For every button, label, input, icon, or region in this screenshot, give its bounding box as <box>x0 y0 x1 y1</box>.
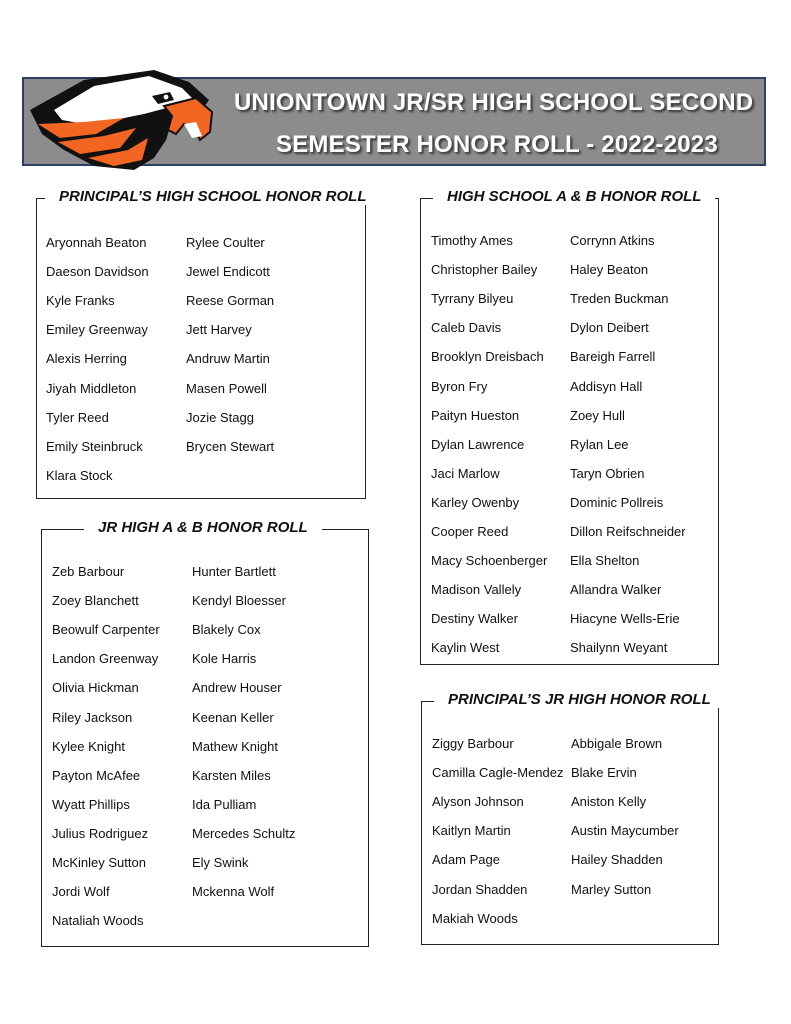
honor-roll-name: Destiny Walker <box>431 611 518 627</box>
honor-roll-name: McKinley Sutton <box>52 855 146 870</box>
high-school-ab-honor-roll-box <box>420 188 719 665</box>
banner-title-line1: UNIONTOWN JR/SR HIGH SCHOOL SECOND <box>234 89 754 116</box>
honor-roll-name: Karsten Miles <box>192 767 271 783</box>
honor-roll-name: Aryonnah Beaton <box>46 235 147 250</box>
honor-roll-name: Brooklyn Dreisbach <box>431 349 544 365</box>
honor-roll-name: Daeson Davidson <box>46 264 149 280</box>
honor-roll-name: Christopher Bailey <box>431 262 538 278</box>
honor-roll-name: Dylon Deibert <box>570 320 649 336</box>
honor-roll-name: Kyle Franks <box>46 293 115 309</box>
honor-roll-name: Paityn Hueston <box>431 407 520 423</box>
honor-roll-name: Blake Ervin <box>571 765 637 781</box>
honor-roll-name: Timothy Ames <box>431 233 513 248</box>
honor-roll-name: Marley Sutton <box>571 881 652 897</box>
honor-roll-name: Alexis Herring <box>46 351 127 367</box>
honor-roll-name: Payton McAfee <box>52 767 141 783</box>
honor-roll-name: Beowulf Carpenter <box>52 622 160 638</box>
honor-roll-name: Hunter Bartlett <box>192 564 276 579</box>
honor-roll-name: Emiley Greenway <box>46 322 148 338</box>
honor-roll-name: Ziggy Barbour <box>432 736 514 751</box>
honor-roll-name: Andruw Martin <box>186 351 270 367</box>
honor-roll-name: Kylee Knight <box>52 738 125 754</box>
honor-roll-name: Mathew Knight <box>192 738 278 754</box>
honor-roll-name: Tyrrany Bilyeu <box>431 291 514 307</box>
honor-roll-name: Jett Harvey <box>186 322 252 338</box>
eagle-head-logo-icon <box>24 62 214 174</box>
section-title: JR HIGH A & B HONOR ROLL <box>84 519 322 536</box>
honor-roll-name: Kole Harris <box>192 651 257 667</box>
honor-roll-name: Jewel Endicott <box>186 264 270 280</box>
honor-roll-name: Wyatt Phillips <box>52 796 130 812</box>
honor-roll-name: Karley Owenby <box>431 494 520 510</box>
honor-roll-name: Landon Greenway <box>52 651 159 667</box>
section-title: HIGH SCHOOL A & B HONOR ROLL <box>433 188 715 205</box>
honor-roll-name: Camilla Cagle-Mendez <box>432 765 564 781</box>
honor-roll-name: Bareigh Farrell <box>570 349 656 365</box>
section-title: PRINCIPAL’S JR HIGH HONOR ROLL <box>434 691 725 708</box>
honor-roll-name: Adam Page <box>432 852 500 868</box>
jr-high-ab-honor-roll-box <box>41 519 369 947</box>
honor-roll-name: Riley Jackson <box>52 709 133 725</box>
honor-roll-name: Masen Powell <box>186 380 267 396</box>
honor-roll-name: Rylee Coulter <box>186 235 265 250</box>
honor-roll-name: Jaci Marlow <box>431 465 500 481</box>
honor-roll-name: Allandra Walker <box>570 582 662 598</box>
honor-roll-name: Byron Fry <box>431 378 488 394</box>
honor-roll-name: Rylan Lee <box>570 436 629 452</box>
honor-roll-name: Dominic Pollreis <box>570 494 664 510</box>
honor-roll-name: Nataliah Woods <box>52 913 144 929</box>
honor-roll-name: Keenan Keller <box>192 709 274 725</box>
honor-roll-name: Taryn Obrien <box>570 465 645 481</box>
honor-roll-name: Jordan Shadden <box>432 881 528 897</box>
honor-roll-name: Makiah Woods <box>432 910 518 926</box>
honor-roll-name: Mckenna Wolf <box>192 884 275 900</box>
honor-roll-name: Kaitlyn Martin <box>432 823 511 839</box>
honor-roll-name: Mercedes Schultz <box>192 825 296 841</box>
honor-roll-name: Macy Schoenberger <box>431 553 548 569</box>
section-title: PRINCIPAL’S HIGH SCHOOL HONOR ROLL <box>45 188 381 205</box>
honor-roll-name: Treden Buckman <box>570 291 669 307</box>
honor-roll-name: Hailey Shadden <box>571 852 663 868</box>
honor-roll-name: Ella Shelton <box>570 553 640 569</box>
honor-roll-name: Haley Beaton <box>570 262 649 278</box>
honor-roll-name: Blakely Cox <box>192 622 261 638</box>
honor-roll-name: Dylan Lawrence <box>431 436 525 452</box>
honor-roll-name: Emily Steinbruck <box>46 438 143 454</box>
honor-roll-name: Jozie Stagg <box>186 409 254 425</box>
honor-roll-name: Cooper Reed <box>431 524 509 539</box>
honor-roll-name: Kaylin West <box>431 640 500 656</box>
honor-roll-name: Alyson Johnson <box>432 794 524 810</box>
honor-roll-name: Ely Swink <box>192 855 249 870</box>
honor-roll-name: Dillon Reifschneider <box>570 524 686 539</box>
honor-roll-name: Shailynn Weyant <box>570 640 668 656</box>
honor-roll-name: Addisyn Hall <box>570 378 643 394</box>
honor-roll-name: Julius Rodriguez <box>52 825 149 841</box>
honor-roll-name: Jordi Wolf <box>52 884 110 900</box>
honor-roll-name: Zoey Hull <box>570 407 625 423</box>
honor-roll-name: Caleb Davis <box>431 320 502 336</box>
honor-roll-name: Aniston Kelly <box>571 794 647 810</box>
honor-roll-name: Corrynn Atkins <box>570 233 655 248</box>
honor-roll-name: Reese Gorman <box>186 293 275 309</box>
banner-title-line2: SEMESTER HONOR ROLL - 2022-2023 <box>276 131 718 158</box>
honor-roll-name: Klara Stock <box>46 467 113 483</box>
honor-roll-name: Andrew Houser <box>192 680 282 696</box>
honor-roll-name: Tyler Reed <box>46 409 109 425</box>
honor-roll-name: Kendyl Bloesser <box>192 593 286 609</box>
honor-roll-name: Hiacyne Wells-Erie <box>570 611 680 627</box>
honor-roll-name: Austin Maycumber <box>571 823 679 839</box>
principals-high-school-honor-roll-box <box>36 188 367 499</box>
honor-roll-name: Abbigale Brown <box>571 736 663 751</box>
honor-roll-name: Madison Vallely <box>431 582 522 598</box>
honor-roll-name: Ida Pulliam <box>192 796 257 812</box>
honor-roll-name: Olivia Hickman <box>52 680 139 696</box>
honor-roll-name: Zoey Blanchett <box>52 593 139 609</box>
principals-jr-high-honor-roll-box <box>421 691 719 945</box>
honor-roll-name: Zeb Barbour <box>52 564 125 579</box>
honor-roll-name: Brycen Stewart <box>186 438 275 454</box>
honor-roll-name: Jiyah Middleton <box>46 380 137 396</box>
